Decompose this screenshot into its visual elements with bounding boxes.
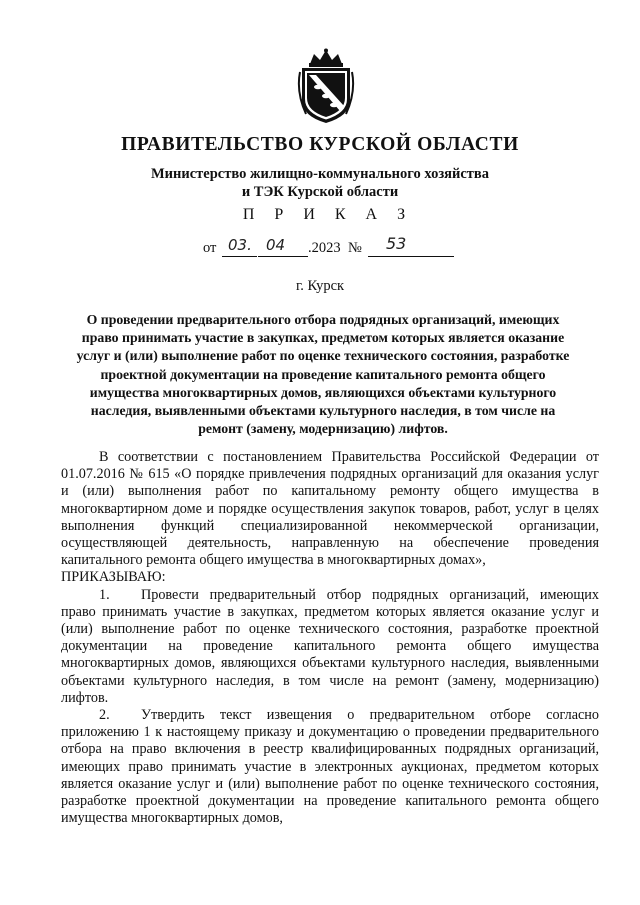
order-item-1 — [61, 587, 599, 707]
government-name: ПРАВИТЕЛЬСТВО КУРСКОЙ ОБЛАСТИ — [121, 134, 519, 155]
date-prefix: от — [203, 240, 217, 256]
month-underline — [258, 256, 308, 257]
order-title: О проведении предварительного отбора подрядных организаций, имеющих право принимать участие в закупках, предметом которых является оказание услуг и (или) выполнение работ по оценке технического состояния, разработке проектной документации на проведение капитального ремонта общего имущества многоквартирных домов, являющихся объектами культурного наследия, выявленными объектами культурного наследия, в том числе на ремонт (замену, модернизацию) лифтов. — [76, 312, 570, 437]
ministry-line-1: Министерство жилищно-коммунального хозяйства — [151, 166, 489, 182]
document-type: П Р И К А З — [242, 206, 414, 223]
ministry-name — [0, 165, 640, 201]
day-underline — [222, 256, 257, 257]
preamble-paragraph: В соответствии с постановлением Правительства Российской Федерации от 01.07.2016 № 615 «О порядке привлечения подрядных организаций для оказания услуг и (или) выполнения работ по капитальному ремонту общего имущества в многоквартирном доме и порядке осуществления закупок товаров, работ, услуг в целях выполнения функций специализированной некоммерческой организации, осуществляющей деятельность, направленную на обеспечение проведения капитального ремонта общего имущества в многоквартирных домах», — [61, 449, 599, 569]
item-text: Провести предварительный отбор подрядных организаций, имеющих право принимать участие в закупках, предметом которых является оказание услуг и (или) выполнение работ по оценке технического состояния, разработке проектной документации на проведение капитального ремонта общего имущества многоквартирных домов, являющихся объектами культурного наследия, выявленными объектами культурного наследия, в том числе на ремонт (замену, модернизацию) лифтов. — [61, 586, 599, 706]
handwritten-month: 04 — [266, 236, 286, 254]
order-body — [61, 449, 599, 827]
city: г. Курск — [295, 278, 345, 294]
item-number: 2. — [99, 707, 110, 724]
order-word: ПРИКАЗЫВАЮ: — [61, 569, 166, 586]
number-underline — [368, 256, 454, 257]
handwritten-number: 53 — [386, 234, 407, 253]
kursk-coat-of-arms-icon — [296, 48, 356, 124]
order-item-2 — [61, 707, 599, 827]
order-year: .2023 — [308, 240, 341, 256]
item-text: Утвердить текст извещения о предварительном отборе согласно приложению 1 к настоящему приказу и документацию о проведении предварительного отбора на право включения в реестр квалифицированных подрядных организаций, имеющих право принимать участие в электронных аукционах, предметом которых является оказание услуг и (или) выполнение работ по оценке технического состояния, разработке проектной документации на проведение капитального ремонта общего имущества многоквартирных домов, — [61, 707, 599, 827]
handwritten-day: 03. — [228, 236, 252, 254]
number-label: № — [348, 240, 362, 256]
ministry-line-2: и ТЭК Курской области — [241, 184, 399, 200]
item-number: 1. — [99, 586, 110, 603]
